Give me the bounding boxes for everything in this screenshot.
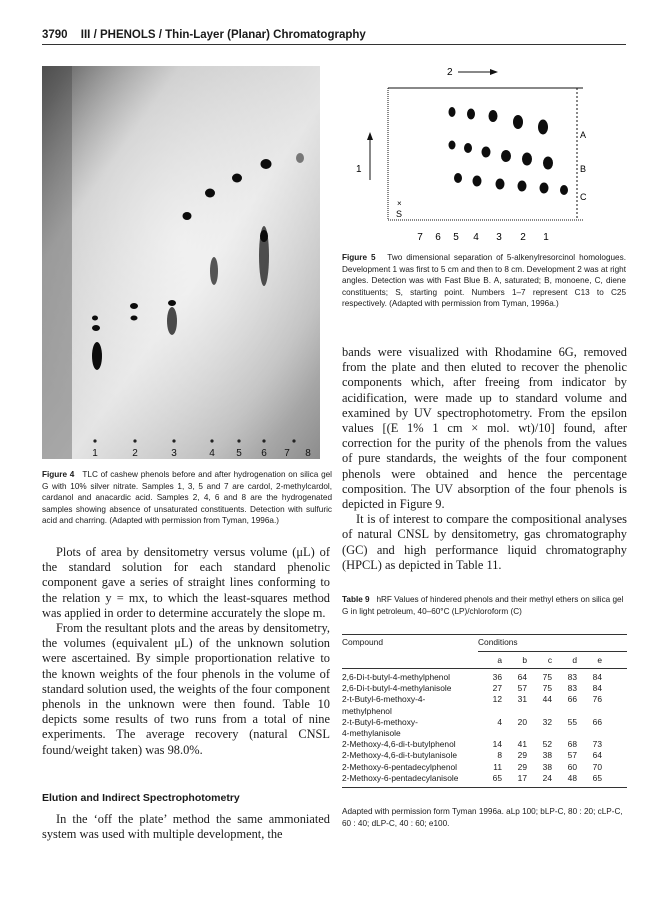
left-column-text-continued — [42, 812, 330, 842]
lane-label: 3 — [171, 448, 177, 459]
body-paragraph: It is of interest to compare the compositional analyses of natural CNSL by densitometry, gas chromatography (GC) and high performance liquid chromatography (HPCL) as depicted in Table 11. — [342, 512, 627, 572]
compound-name-cont: methylphenol — [342, 705, 392, 716]
column-number: 5 — [453, 232, 459, 243]
lane-label: 8 — [305, 448, 311, 459]
compound-name: 2-Methoxy-6-pentadecylphenol — [342, 761, 457, 772]
value-cell: 4 — [497, 716, 502, 727]
compound-name: 2-Methoxy-6-pentadecylanisole — [342, 772, 459, 783]
tlc-2d-graphic — [340, 60, 590, 250]
table9-caption-label: Table 9 — [342, 595, 370, 604]
value-cell: 75 — [542, 683, 552, 694]
value-cell: 84 — [592, 683, 602, 694]
value-cell: 68 — [567, 739, 577, 750]
compound-name: 2-t-Butyl-6-methoxy- — [342, 716, 418, 727]
value-cell: 57 — [567, 750, 577, 761]
figure4-tlc-photo — [42, 66, 320, 459]
figure5-caption — [342, 252, 626, 310]
compound-name: 2-Methoxy-4,6-di-t-butylphenol — [342, 739, 456, 750]
value-cell: 75 — [542, 672, 552, 682]
column-number: 1 — [543, 232, 549, 243]
compound-name: 2-Methoxy-4,6-di-t-butylanisole — [342, 750, 457, 761]
value-cell: 11 — [493, 761, 502, 772]
lane-label: 4 — [209, 448, 215, 459]
start-point-marker: × — [397, 199, 402, 208]
lane-label: 1 — [92, 448, 98, 459]
table-row — [342, 739, 627, 750]
column-number: 4 — [473, 232, 479, 243]
table-rule-bottom — [342, 787, 627, 788]
arrow-up-icon — [367, 132, 373, 140]
value-cell: 66 — [567, 694, 577, 705]
table-row-continuation — [342, 728, 627, 739]
table-row — [342, 773, 627, 784]
body-paragraph: Plots of area by densitometry versus volume (μL) of the standard solution for each standard phenolic component gave a series of straight lines conforming to the relation y = mx, to which the least-squares method was applied in order to determine accurately the slope m. — [42, 545, 330, 620]
figure4-caption-label: Figure 4 — [42, 470, 75, 479]
value-cell: 60 — [567, 761, 577, 772]
value-cell: 73 — [592, 739, 602, 750]
value-cell: 76 — [592, 694, 602, 705]
value-cell: 31 — [517, 694, 527, 705]
value-cell: 8 — [497, 750, 502, 761]
column-number: 3 — [496, 232, 502, 243]
value-cell: 55 — [567, 716, 577, 727]
running-title: III / PHENOLS / Thin-Layer (Planar) Chromatography — [80, 29, 366, 41]
compound-name: 2,6-Di-t-butyl-4-methylphenol — [342, 672, 450, 682]
table9 — [342, 634, 627, 788]
value-cell: 36 — [492, 672, 502, 682]
page-number: 3790 — [42, 29, 68, 41]
development2-label: 2 — [447, 67, 453, 78]
figure5-caption-text: Two dimensional separation of 5-alkenylresorcinol homologues. Development 1 was first to 5 cm and then to 8 cm. Development 2 was at right angles. Detection was with Fast Blue B. A, saturated; B, monoene, C, diene constituents; S, starting point. Numbers 1–7 represent C13 to C25 respectively. (Adapted with permission from Tyman, 1996a.) — [342, 253, 626, 309]
value-cell: 84 — [592, 672, 602, 682]
value-cell: 64 — [517, 672, 527, 682]
section-heading: Elution and Indirect Spectrophotometry — [42, 792, 240, 804]
subheader-e: e — [597, 655, 602, 665]
table-row — [342, 672, 627, 683]
value-cell: 29 — [517, 761, 527, 772]
value-cell: 27 — [492, 683, 502, 694]
value-cell: 52 — [542, 739, 552, 750]
value-cell: 32 — [542, 716, 552, 727]
value-cell: 41 — [517, 739, 527, 750]
table9-caption — [342, 594, 627, 617]
band-label-a: A — [580, 130, 587, 140]
lane-label: 7 — [284, 448, 290, 459]
subheader-b: b — [522, 655, 527, 665]
header-compound: Compound — [342, 637, 383, 647]
figure5-2d-tlc-diagram — [340, 60, 590, 250]
value-cell: 24 — [542, 772, 552, 783]
table-row — [342, 750, 627, 761]
column-number: 6 — [435, 232, 441, 243]
table-row — [342, 762, 627, 773]
table-subheader-row — [342, 652, 627, 668]
body-paragraph: From the resultant plots and the areas by densitometry, the volumes (equivalent μL) of the unknown solution were ascertained. By simple proportionation relative to the known weights of the four phenols in the volume of standard solution used, the weights of the four component phenols in the unknown were then found. Table 10 depicts some results of two runs from a total of nine experiments. The average recovery (natural CNSL found/weight taken) was 98.0%. — [42, 621, 330, 757]
start-label: S — [396, 209, 403, 219]
value-cell: 14 — [492, 739, 502, 750]
lane-label: 2 — [132, 448, 138, 459]
column-number: 2 — [520, 232, 526, 243]
development1-label: 1 — [356, 164, 362, 175]
value-cell: 65 — [492, 772, 502, 783]
figure4-caption-text: TLC of cashew phenols before and after hydrogenation on silica gel G with 10% silver nitrate. Samples 1, 3, 5 and 7 are cardol, 2-methylcardol, cardanol and anacardic acid. Samples 2, 4, 6 and 8 are the hydrogenated samples showing absence of unsaturated constituents. Detection with sulfuric acid and charring. (Adapted with permission from Tyman, 1996a.) — [42, 470, 332, 526]
value-cell: 83 — [567, 683, 577, 694]
subheader-a: a — [497, 655, 502, 665]
value-cell: 44 — [542, 694, 552, 705]
running-header — [42, 29, 366, 41]
table-row — [342, 694, 627, 705]
table-header-row — [342, 635, 627, 649]
subheader-c: c — [547, 655, 552, 665]
compound-name: 2,6-Di-t-butyl-4-methylanisole — [342, 683, 452, 694]
value-cell: 38 — [542, 761, 552, 772]
body-paragraph: In the ‘off the plate’ method the same ammoniated system was used with multiple development, the — [42, 812, 330, 842]
table-row — [342, 683, 627, 694]
header-conditions: Conditions — [478, 637, 518, 647]
subheader-d: d — [572, 655, 577, 665]
body-paragraph: bands were visualized with Rhodamine 6G, removed from the plate and then eluted to recover the phenolic components which, after freeing from indicator by acidification, were made up to standard volume and examined by UV spectrophotometry. From the epsilon values [(E 1% 1 cm × mol. wt)/10] found, after correction for the purity of the phenols from the values of pure standards, the weights of the four component phenols were obtained and hence the percentage composition. The UV absorption of the four phenols is depicted in Figure 9. — [342, 345, 627, 512]
value-cell: 17 — [517, 772, 527, 783]
value-cell: 38 — [542, 750, 552, 761]
value-cell: 70 — [592, 761, 602, 772]
figure5-caption-label: Figure 5 — [342, 253, 376, 262]
compound-name-cont: 4-methylanisole — [342, 727, 401, 738]
band-label-b: B — [580, 164, 587, 174]
value-cell: 20 — [517, 716, 527, 727]
table-row-continuation — [342, 706, 627, 717]
right-column-text — [342, 345, 627, 573]
value-cell: 65 — [592, 772, 602, 783]
table-row — [342, 717, 627, 728]
value-cell: 57 — [517, 683, 527, 694]
value-cell: 48 — [567, 772, 577, 783]
header-rule — [42, 44, 626, 45]
lane-label: 6 — [261, 448, 267, 459]
tlc-plate-graphic — [42, 66, 320, 459]
value-cell: 64 — [592, 750, 602, 761]
column-number: 7 — [417, 232, 423, 243]
value-cell: 83 — [567, 672, 577, 682]
lane-label: 5 — [236, 448, 242, 459]
left-column-text — [42, 545, 330, 758]
figure4-caption — [42, 469, 332, 527]
value-cell: 66 — [592, 716, 602, 727]
table9-caption-text: hRF Values of hindered phenols and their methyl ethers on silica gel G in light petroleum, 40–60°C (LP)/chloroform (C) — [342, 595, 624, 616]
value-cell: 29 — [517, 750, 527, 761]
band-label-c: C — [580, 192, 587, 202]
compound-name: 2-t-Butyl-6-methoxy-4- — [342, 694, 426, 705]
arrow-right-icon — [490, 69, 498, 75]
value-cell: 12 — [492, 694, 502, 705]
table9-footnote: Adapted with permission form Tyman 1996a. aLp 100; bLP-C, 80 : 20; cLP-C, 60 : 40; dLP-C, 40 : 60; e100. — [342, 807, 623, 828]
